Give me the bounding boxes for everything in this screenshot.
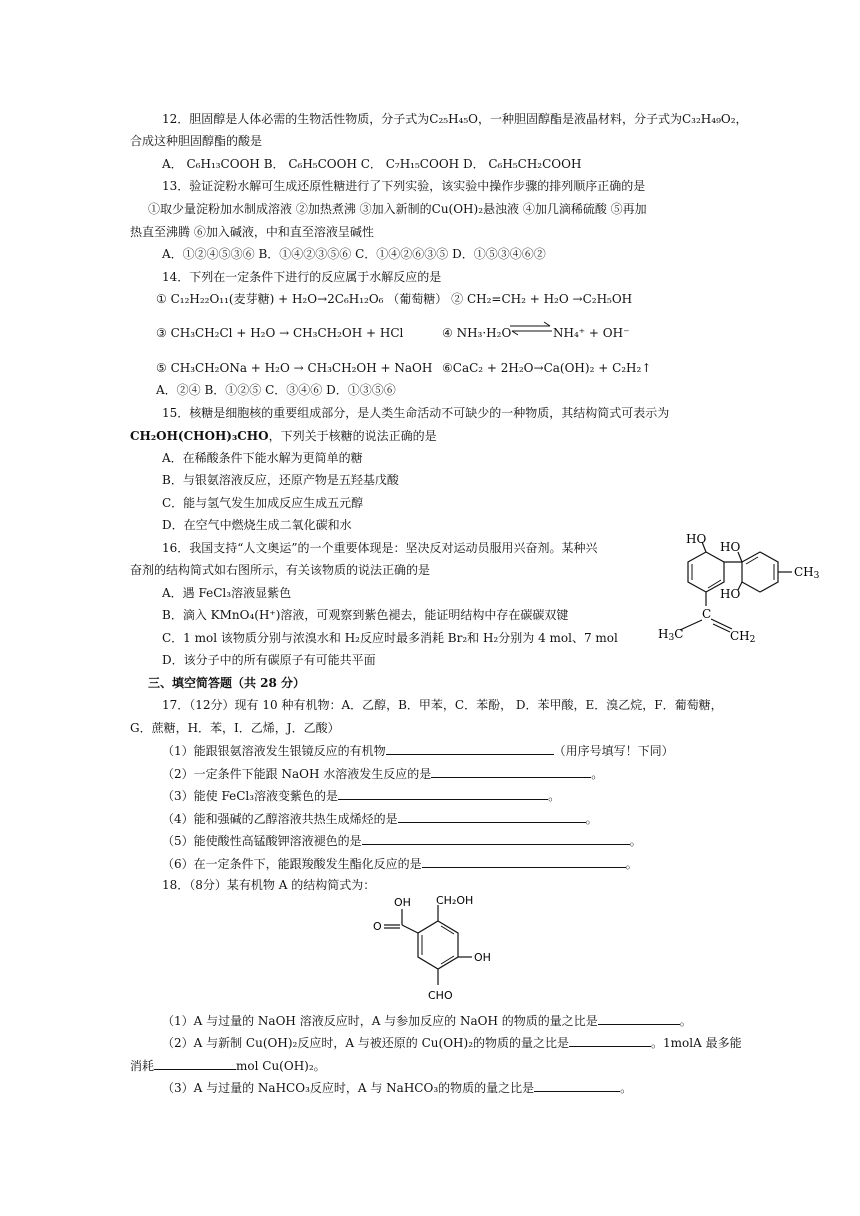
q18-sub-2-cont xyxy=(130,1057,326,1074)
q18-answer-blank-2[interactable] xyxy=(569,1034,651,1047)
section-3-title: 三、填空简答题（共 28 分） xyxy=(148,676,306,690)
q18-compound-a-structure xyxy=(366,893,516,1005)
q12-stem-line1: 12．胆固醇是人体必需的生物活性物质，分子式为C₂₅H₄₅O，一种胆固醇酯是液晶材料，分子式为C₃₂H₄₉O₂， xyxy=(162,112,748,126)
q16-option-b: B．滴入 KMnO₄(H⁺)溶液，可观察到紫色褪去，能证明结构中存在碳碳双键 xyxy=(162,608,569,622)
q17-sub-6-period: 。 xyxy=(625,857,638,871)
q17-sub-3-text: （3）能使 FeCl₃溶液变紫色的是 xyxy=(162,789,339,803)
q18-sub-3-period: 。 xyxy=(620,1081,633,1095)
q18-sub-1-text: （1）A 与过量的 NaOH 溶液反应时，A 与参加反应的 NaOH 的物质的量之比是 xyxy=(162,1014,598,1028)
q15-option-d: D．在空气中燃烧生成二氧化碳和水 xyxy=(162,518,352,532)
q17-sub-6 xyxy=(162,855,638,872)
q18-sub-1 xyxy=(162,1012,692,1029)
q18-sub-2-tail: 。1molA 最多能 xyxy=(651,1036,742,1050)
q16-label-ch2: CH2 xyxy=(730,629,756,645)
q17-sub-1-tail: （用序号填写！下同） xyxy=(553,744,674,758)
q17-sub-5-text: （5）能使酸性高锰酸钾溶液褪色的是 xyxy=(162,834,362,848)
ribose-formula: CH₂OH(CHOH)₃CHO xyxy=(130,429,269,443)
q13-steps-line1: ①取少量淀粉加水制成溶液 ②加热煮沸 ③加入新制的Cu(OH)₂悬浊液 ④加几滴稀硫酸 ⑤再加 xyxy=(148,202,647,216)
q18-sub-1-period: 。 xyxy=(679,1014,692,1028)
q18-answer-blank-4[interactable] xyxy=(534,1079,620,1092)
q15-option-a: A．在稀酸条件下能水解为更简单的糖 xyxy=(162,451,363,465)
q13-stem: 13．验证淀粉水解可生成还原性糖进行了下列实验，该实验中操作步骤的排列顺序正确的是 xyxy=(162,179,646,193)
q14-stem: 14．下列在一定条件下进行的反应属于水解反应的是 xyxy=(162,270,442,284)
q17-sub-4-period: 。 xyxy=(585,812,598,826)
q18-answer-blank-3[interactable] xyxy=(154,1057,236,1070)
q15-option-b: B．与银氨溶液反应，还原产物是五羟基戊酸 xyxy=(162,473,399,487)
q18-label-c: C xyxy=(399,930,400,931)
q18-label-oh-top: OH xyxy=(394,896,411,909)
q18-sub-2-cont-post: mol Cu(OH)₂。 xyxy=(236,1059,326,1073)
q15-stem-line2-text: ，下列关于核糖的说法正确的是 xyxy=(268,429,437,443)
q14-reaction-4-right: NH₄⁺ + OH⁻ xyxy=(553,326,630,340)
q18-label-oh-right: OH xyxy=(474,951,491,964)
q17-stem-line1: 17．（12分）现有 10 种有机物：A．乙醇，B．甲苯，C．苯酚， D．苯甲酸，E．溴乙烷，F．葡萄糖， xyxy=(162,698,723,712)
q16-option-c: C．1 mol 该物质分别与浓溴水和 H₂反应时最多消耗 Br₂和 H₂分别为 4 mol、7 mol xyxy=(162,631,618,645)
q17-sub-3 xyxy=(162,787,560,804)
q18-label-cho: CHO xyxy=(428,989,453,1002)
q18-sub-2 xyxy=(162,1034,742,1051)
q14-reaction-6: ⑥CaC₂ + 2H₂O→Ca(OH)₂ + C₂H₂↑ xyxy=(442,361,652,375)
q15-stem-line1: 15．核糖是细胞核的重要组成部分，是人类生命活动不可缺少的一种物质，其结构简式可表示为 xyxy=(162,406,670,420)
q14-reaction-5: ⑤ CH₃CH₂ONa + H₂O → CH₃CH₂OH + NaOH xyxy=(156,361,433,375)
q17-answer-blank-4[interactable] xyxy=(398,810,586,823)
q17-sub-2-period: 。 xyxy=(591,767,604,781)
q14-reaction-3: ③ CH₃CH₂Cl + H₂O → CH₃CH₂OH + HCl xyxy=(156,326,404,340)
q13-steps-line2: 热直至沸腾 ⑥加入碱液，中和直至溶液呈碱性 xyxy=(130,225,374,239)
q17-sub-4 xyxy=(162,810,598,827)
q17-sub-5 xyxy=(162,832,642,849)
q14-reaction-4-left: ④ NH₃·H₂O xyxy=(442,326,512,340)
q16-option-d: D．该分子中的所有碳原子有可能共平面 xyxy=(162,653,376,667)
q16-label-ho-2: HO xyxy=(720,540,741,554)
q18-label-o: O xyxy=(373,920,382,933)
q17-answer-blank-2[interactable] xyxy=(431,765,591,778)
q17-answer-blank-3[interactable] xyxy=(338,787,548,800)
q17-answer-blank-5[interactable] xyxy=(362,832,630,845)
q16-label-h3c: H3C xyxy=(658,627,684,643)
q14-reactions-1-2: ① C₁₂H₂₂O₁₁(麦芽糖) + H₂O→2C₆H₁₂O₆ （葡萄糖） ② CH₂=CH₂ + H₂O →C₂H₅OH xyxy=(156,292,633,306)
q16-stem-line2: 奋剂的结构简式如右图所示，有关该物质的说法正确的是 xyxy=(130,563,431,577)
q16-stimulant-structure xyxy=(650,530,830,648)
q18-label-ch2oh: CH₂OH xyxy=(436,894,474,907)
equilibrium-arrow-icon xyxy=(508,318,554,340)
q18-sub-2-cont-pre: 消耗 xyxy=(130,1059,155,1073)
q16-label-ch3: CH3 xyxy=(794,565,820,581)
q17-answer-blank-1[interactable] xyxy=(386,742,554,755)
q17-sub-2 xyxy=(162,765,603,782)
q17-stem-line2: G．蔗糖，H．苯，I．乙烯，J．乙酸） xyxy=(130,721,340,735)
q17-sub-1-text: （1）能跟银氨溶液发生银镜反应的有机物 xyxy=(162,744,386,758)
q18-answer-blank-1[interactable] xyxy=(598,1012,680,1025)
q17-sub-1 xyxy=(162,742,674,759)
q18-stem: 18．（8分）某有机物 A 的结构简式为： xyxy=(162,878,376,892)
q17-sub-6-text: （6）在一定条件下，能跟羧酸发生酯化反应的是 xyxy=(162,857,422,871)
q12-options: A． C₆H₁₃COOH B． C₆H₅COOH C． C₇H₁₅COOH D． C₆H₅CH₂COOH xyxy=(162,157,582,171)
q18-sub-3 xyxy=(162,1079,632,1096)
q13-options: A．①②④⑤③⑥ B．①④②③⑤⑥ C．①④②⑥③⑤ D．①⑤③④⑥② xyxy=(162,247,546,261)
q17-sub-2-text: （2）一定条件下能跟 NaOH 水溶液发生反应的是 xyxy=(162,767,432,781)
q18-sub-2-text: （2）A 与新制 Cu(OH)₂反应时，A 与被还原的 Cu(OH)₂的物质的量之比是 xyxy=(162,1036,570,1050)
q17-sub-5-period: 。 xyxy=(629,834,642,848)
q15-stem-line2 xyxy=(130,428,437,444)
q17-sub-3-period: 。 xyxy=(548,789,561,803)
q16-label-ho-1: HO xyxy=(686,532,707,546)
q16-label-ho-3: HO xyxy=(720,587,741,601)
q16-option-a: A．遇 FeCl₃溶液显紫色 xyxy=(162,586,292,600)
q17-answer-blank-6[interactable] xyxy=(422,855,626,868)
q16-stem-line1: 16．我国支持“人文奥运”的一个重要体现是：坚决反对运动员服用兴奋剂。某种兴 xyxy=(162,541,598,555)
q12-stem-line2: 合成这种胆固醇酯的酸是 xyxy=(130,134,263,148)
q18-sub-3-text: （3）A 与过量的 NaHCO₃反应时，A 与 NaHCO₃的物质的量之比是 xyxy=(162,1081,535,1095)
q15-option-c: C．能与氢气发生加成反应生成五元醇 xyxy=(162,496,364,510)
q16-label-c: C xyxy=(702,607,712,621)
q14-options: A．②④ B．①②⑤ C．③④⑥ D．①③⑤⑥ xyxy=(156,383,396,397)
q17-sub-4-text: （4）能和强碱的乙醇溶液共热生成烯烃的是 xyxy=(162,812,398,826)
